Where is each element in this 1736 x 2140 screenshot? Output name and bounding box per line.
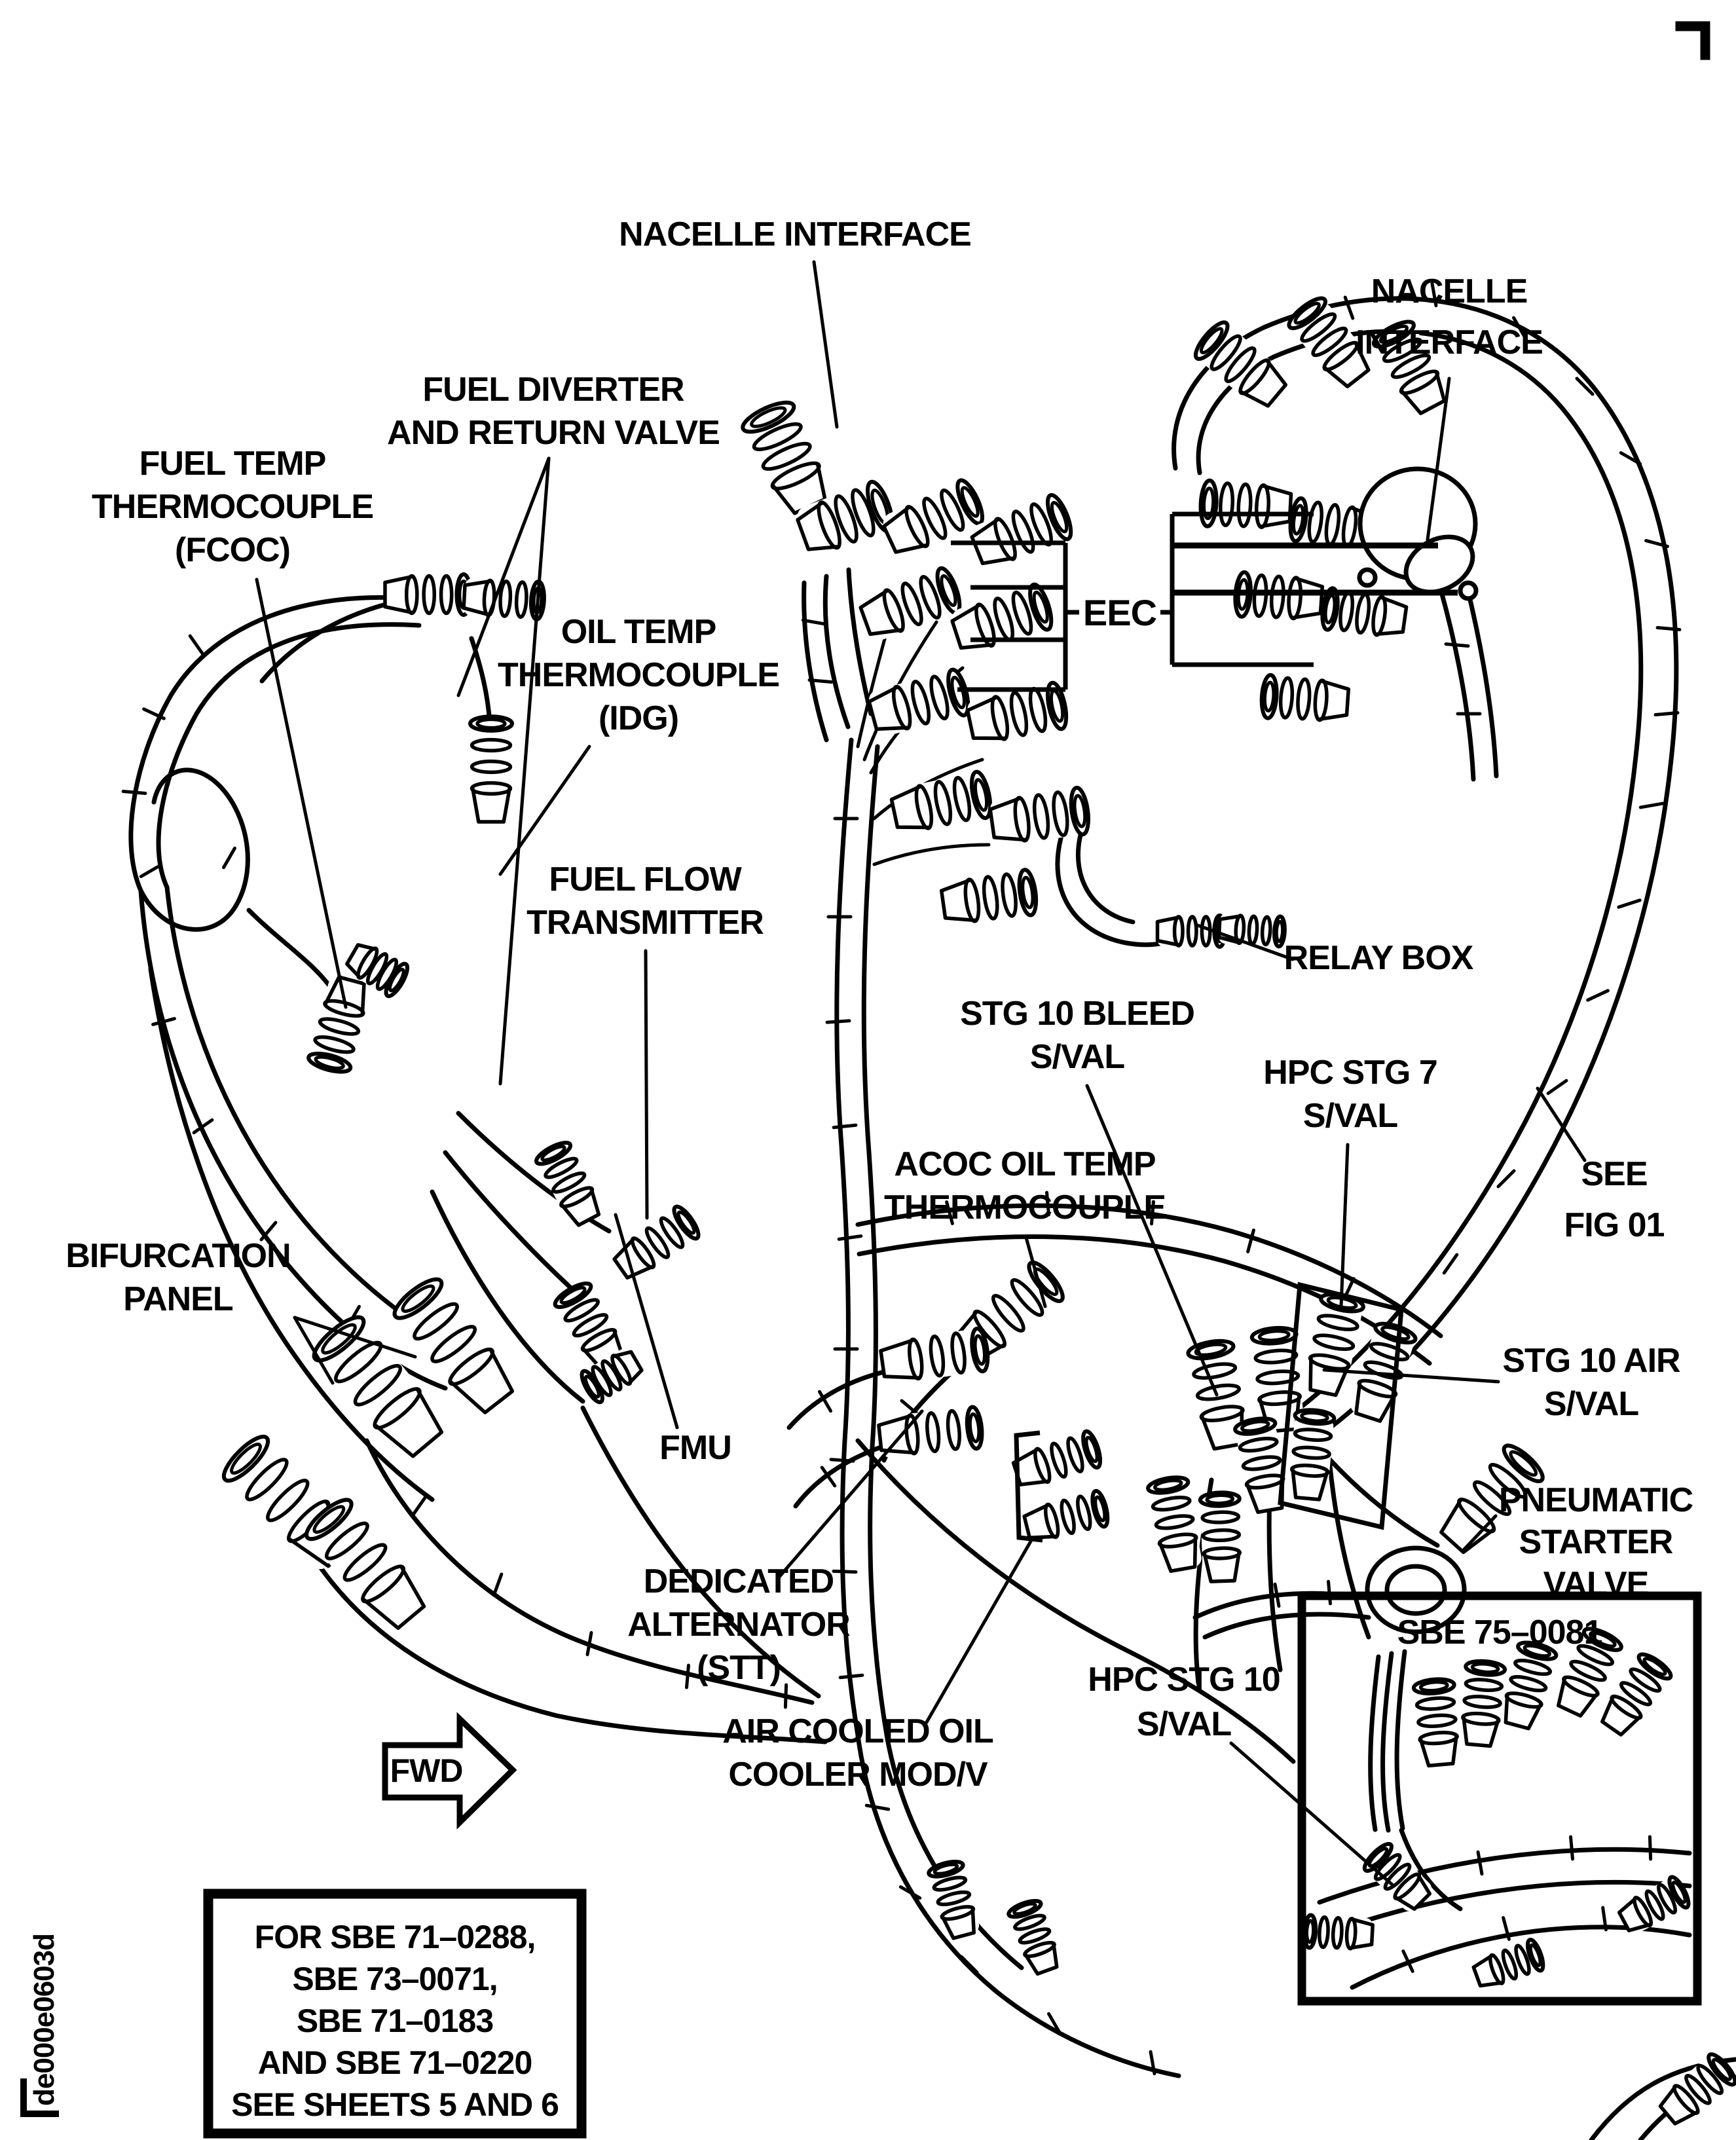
label-line: (FCOC): [175, 531, 290, 569]
label-line: (STT): [697, 1649, 781, 1687]
label-line: SBE 75–0081: [1397, 1614, 1602, 1651]
label-line: STG 10 AIR: [1502, 1342, 1680, 1380]
band-tick: [1275, 1584, 1279, 1606]
band-tick: [809, 680, 832, 682]
label-line: ACOC OIL TEMP: [894, 1145, 1156, 1183]
label-line: ALTERNATOR: [627, 1606, 850, 1644]
label-pneumatic-starter-valve: [1499, 1481, 1693, 1603]
label-fuel-flow-transmitter: [526, 860, 764, 942]
label-inset-title: [1397, 1614, 1602, 1651]
label-line: AND RETURN VALVE: [387, 414, 720, 452]
leader-hpc-stg7: [1341, 1145, 1348, 1306]
leader-idg: [500, 747, 589, 874]
ribbed-connector: [857, 566, 964, 643]
ribbed-connector: [1234, 572, 1323, 622]
band-tick: [587, 1633, 591, 1654]
band-tick: [1498, 1171, 1514, 1187]
label-line: S/VAL: [1029, 1038, 1125, 1076]
label-line: BIFURCATION: [65, 1237, 291, 1275]
label-line: AIR COOLED OIL: [722, 1712, 993, 1750]
ribbed-connector: [1471, 1938, 1546, 1991]
label-eec: [1083, 592, 1156, 633]
band-tick: [1619, 900, 1640, 908]
label-line: TRANSMITTER: [526, 904, 764, 942]
ribbed-connector: [1302, 1291, 1365, 1397]
label-line: FMU: [659, 1429, 731, 1467]
ribbed-connector: [1200, 1492, 1242, 1581]
label-line: FIG 01: [1564, 1206, 1665, 1244]
label-line: (IDG): [598, 699, 679, 737]
band-tick: [1588, 991, 1608, 1000]
label-fuel-temp-thermocouple: [92, 445, 373, 569]
label-oil-temp-thermocouple: [498, 613, 779, 737]
ribbed-connector: [385, 574, 471, 615]
ribbed-connector: [866, 668, 972, 739]
ribbed-connector: [470, 716, 512, 822]
label-fmu: [659, 1429, 731, 1467]
note-line: FOR SBE 71–0288,: [254, 1919, 536, 1955]
note-box-text: [231, 1919, 559, 2123]
ribbed-connector: [969, 492, 1075, 572]
leader-nacelle-top: [814, 262, 837, 427]
nacelle-flange-right: [1359, 469, 1483, 603]
label-line: S/VAL: [1543, 1385, 1639, 1423]
band-tick: [687, 1665, 689, 1688]
ribbed-connector: [1459, 1659, 1505, 1746]
label-line: PNEUMATIC: [1498, 1481, 1693, 1519]
note-line: SBE 73–0071,: [292, 1961, 498, 1997]
ribbed-connector: [1655, 2051, 1736, 2130]
label-line: FUEL FLOW: [549, 860, 741, 898]
ribbed-connector: [889, 770, 993, 836]
leader-fuel-flow: [646, 951, 647, 1218]
band-tick: [224, 848, 235, 867]
ribbed-connector: [940, 869, 1039, 927]
leader-dedicated-alt: [779, 1411, 922, 1577]
note-line: SBE 71–0183: [296, 2002, 494, 2039]
label-line: EEC: [1082, 592, 1157, 633]
label-stg10-bleed: [960, 995, 1194, 1076]
label-stg10-air: [1502, 1342, 1680, 1423]
band-tick: [785, 1685, 786, 1707]
band-tick: [141, 866, 160, 877]
label-line: NACELLE INTERFACE: [619, 215, 971, 253]
band-tick: [123, 792, 145, 794]
label-fuel-diverter: [387, 371, 720, 452]
doc-number-vertical: de000e0603d: [28, 1934, 60, 2106]
note-line: AND SBE 71–0220: [257, 2044, 532, 2081]
band-tick: [1655, 713, 1678, 715]
band-tick: [827, 1021, 849, 1022]
band-tick: [840, 1675, 862, 1678]
band-tick: [494, 1574, 502, 1595]
ribbed-connector: [464, 578, 545, 619]
band-tick: [831, 1460, 853, 1461]
label-acoc-oil-temp: [884, 1145, 1166, 1227]
label-line: PANEL: [123, 1280, 233, 1318]
band-tick: [961, 1957, 977, 1972]
ribbed-connector: [878, 1406, 984, 1458]
fwd-arrow-label: FWD: [390, 1752, 463, 1789]
band-tick: [1657, 628, 1680, 630]
label-hpc-stg10: [1088, 1661, 1280, 1743]
label-line: FUEL DIVERTER: [422, 371, 684, 409]
fwd-arrow: [385, 1719, 513, 1822]
ribbed-connector: [1147, 1475, 1202, 1572]
label-line: HPC STG 7: [1263, 1054, 1437, 1092]
label-line: THERMOCOUPLE: [92, 488, 373, 526]
label-line: FUEL TEMP: [139, 445, 326, 483]
label-hpc-stg7: [1263, 1054, 1437, 1135]
band-tick: [413, 1497, 426, 1515]
band-tick: [1446, 644, 1468, 646]
band-tick: [1548, 1080, 1566, 1094]
label-line: THERMOCOUPLE: [498, 656, 779, 694]
ribbed-connector: [989, 786, 1091, 847]
band-tick: [1478, 1852, 1482, 1873]
label-line: OIL TEMP: [561, 613, 716, 651]
label-line: HPC STG 10: [1088, 1661, 1280, 1699]
ribbed-connector: [1498, 1639, 1558, 1730]
ribbed-connector: [1413, 1678, 1461, 1766]
ribbed-connector: [1191, 318, 1292, 413]
label-relay-box: [1284, 939, 1474, 977]
label-air-cooled-oil-cooler: [722, 1712, 993, 1794]
label-line: RELAY BOX: [1284, 939, 1473, 977]
leader-stg10-air: [1324, 1370, 1498, 1382]
label-line: STG 10 BLEED: [960, 995, 1194, 1033]
band-tick: [834, 1125, 856, 1128]
page-corner-mark: [1680, 26, 1705, 55]
label-line: NACELLE: [1371, 272, 1528, 310]
band-tick: [1571, 1837, 1573, 1859]
ribbed-connector: [1022, 1490, 1110, 1545]
ribbed-connector: [1288, 1409, 1335, 1500]
leader-hpc-stg10: [1231, 1743, 1392, 1885]
ribbed-connector: [1261, 674, 1350, 724]
band-tick: [839, 1236, 861, 1240]
ribbed-connector: [879, 1327, 990, 1385]
label-see-fig01: [1564, 1155, 1665, 1244]
label-line: S/VAL: [1136, 1705, 1232, 1743]
ribbed-connector: [1219, 913, 1285, 947]
label-line: INTERFACE: [1356, 323, 1543, 361]
ribbed-connector: [1304, 1915, 1373, 1951]
ribbed-connector: [306, 975, 372, 1075]
ribbed-connector: [1200, 480, 1291, 530]
label-nacelle-interface-top: [619, 215, 971, 253]
label-line: THERMOCOUPLE: [884, 1189, 1166, 1227]
band-tick: [834, 1571, 856, 1572]
ribbed-connector: [534, 1139, 606, 1228]
label-line: S/VAL: [1302, 1097, 1398, 1135]
ribbed-connector: [1011, 1430, 1103, 1492]
label-line: VALVE: [1543, 1565, 1649, 1603]
label-line: SEE: [1581, 1155, 1648, 1193]
ribbed-connector: [950, 582, 1056, 657]
label-line: DEDICATED: [643, 1562, 834, 1600]
band-tick: [1640, 803, 1662, 807]
label-line: COOLER MOD/V: [728, 1756, 988, 1794]
label-line: STARTER: [1519, 1523, 1673, 1561]
note-line: SEE SHEETS 5 AND 6: [231, 2086, 559, 2123]
band-tick: [1444, 1255, 1457, 1273]
band-tick: [1248, 1230, 1254, 1252]
ribbed-connector: [880, 477, 988, 561]
label-bifurcation-panel: [65, 1237, 290, 1318]
band-tick: [866, 1805, 888, 1809]
ribbed-connector: [739, 397, 836, 518]
leader-air-cooled: [927, 1540, 1031, 1722]
band-tick: [190, 636, 203, 654]
